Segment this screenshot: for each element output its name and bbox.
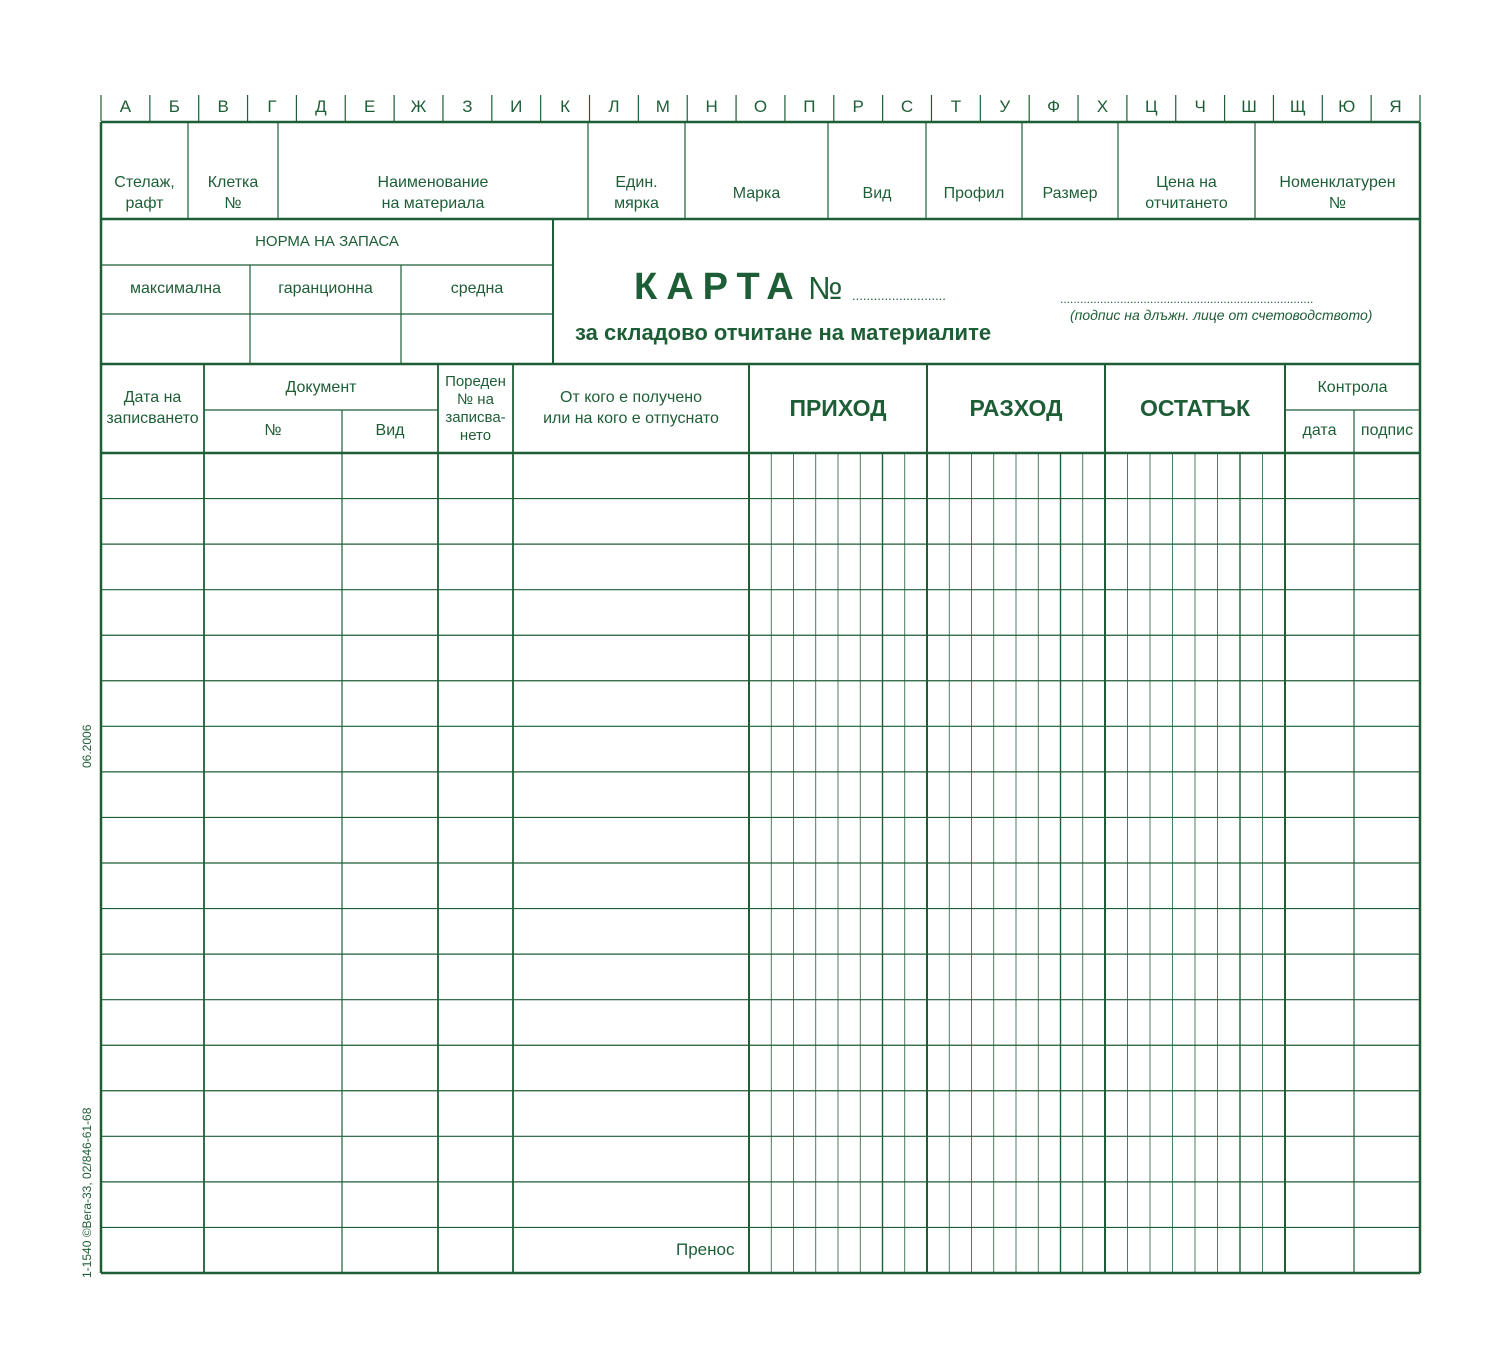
alphabet-letter: Я: [1389, 97, 1402, 116]
sequence-number-header: Пореден № на записва- нето: [445, 373, 506, 444]
alphabet-letter: С: [900, 97, 914, 116]
signature-dots: ............................................................................: [1060, 292, 1314, 306]
transfer-label: Пренос: [676, 1240, 735, 1259]
income-header: ПРИХОД: [789, 395, 887, 422]
size-header: Размер: [1042, 184, 1098, 202]
alphabet-letter: Ю: [1338, 97, 1356, 116]
date-code-note: 06.2006: [80, 724, 94, 768]
alphabet-letter: К: [560, 97, 571, 116]
alphabet-letter: П: [803, 97, 816, 116]
document-number-header: №: [264, 422, 282, 440]
kind-header: Вид: [862, 184, 892, 202]
alphabet-letter: О: [753, 97, 768, 116]
alphabet-letter: У: [999, 97, 1011, 116]
alphabet-letter: Г: [267, 97, 277, 116]
alphabet-letter: З: [462, 97, 473, 116]
alphabet-letter: Н: [705, 97, 718, 116]
brand-header: Марка: [732, 184, 781, 202]
alphabet-letter: М: [655, 97, 670, 116]
date-column-header: Дата на записването: [106, 389, 199, 427]
balance-header: ОСТАТЪК: [1139, 395, 1251, 422]
alphabet-letter: И: [510, 97, 523, 116]
expense-header: РАЗХОД: [969, 395, 1063, 422]
alphabet-letter: А: [119, 97, 132, 116]
alphabet-letter: Д: [315, 97, 327, 116]
alphabet-letter: В: [217, 97, 229, 116]
publisher-note: 1-1540 ©Вега-33, 02/846-61-68: [80, 1107, 94, 1278]
alphabet-letter: Ц: [1145, 97, 1158, 116]
shelf-header: Стелаж, рафт: [114, 174, 175, 212]
alphabet-letter: Ж: [410, 97, 427, 116]
alphabet-letter: Б: [168, 97, 180, 116]
stock-norm-title: НОРМА НА ЗАПАСА: [255, 233, 399, 251]
alphabet-letter: Х: [1096, 97, 1109, 116]
card-number-dots: ..........................: [852, 288, 946, 303]
cell-header: Клетка №: [207, 174, 259, 212]
alphabet-letter: Ф: [1047, 97, 1061, 116]
stock-norm-average: средна: [450, 279, 504, 297]
stock-norm-guarantee: гаранционна: [278, 279, 373, 297]
card-subtitle: за складово отчитане на материалите: [575, 320, 992, 345]
alphabet-letter: Щ: [1289, 97, 1306, 116]
price-header: Цена на отчитането: [1145, 174, 1228, 212]
unit-header: Един. мярка: [614, 174, 659, 212]
alphabet-letter: Е: [364, 97, 376, 116]
card-title: КАРТА: [634, 266, 803, 308]
nomenclature-header: Номенклатурен №: [1279, 174, 1396, 212]
from-to-header: От кого е получено или на кого е отпуснато: [543, 389, 719, 427]
document-kind-header: Вид: [375, 422, 405, 440]
alphabet-letter: Л: [608, 97, 620, 116]
card-number-label: №: [808, 270, 843, 306]
control-date-header: дата: [1302, 422, 1337, 440]
document-column-header: Документ: [285, 378, 357, 396]
alphabet-letter: Т: [950, 97, 962, 116]
alphabet-letter: Ч: [1194, 97, 1206, 116]
control-sign-header: подпис: [1360, 422, 1414, 440]
signature-caption: (подпис на длъжн. лице от счетоводството): [1070, 307, 1373, 323]
control-header: Контрола: [1317, 378, 1388, 396]
stock-norm-max: максимална: [130, 279, 221, 297]
profile-header: Профил: [943, 184, 1005, 202]
alphabet-letter: Ш: [1241, 97, 1257, 116]
material-name-header: Наименование на материала: [377, 174, 489, 212]
alphabet-letter: Р: [852, 97, 864, 116]
